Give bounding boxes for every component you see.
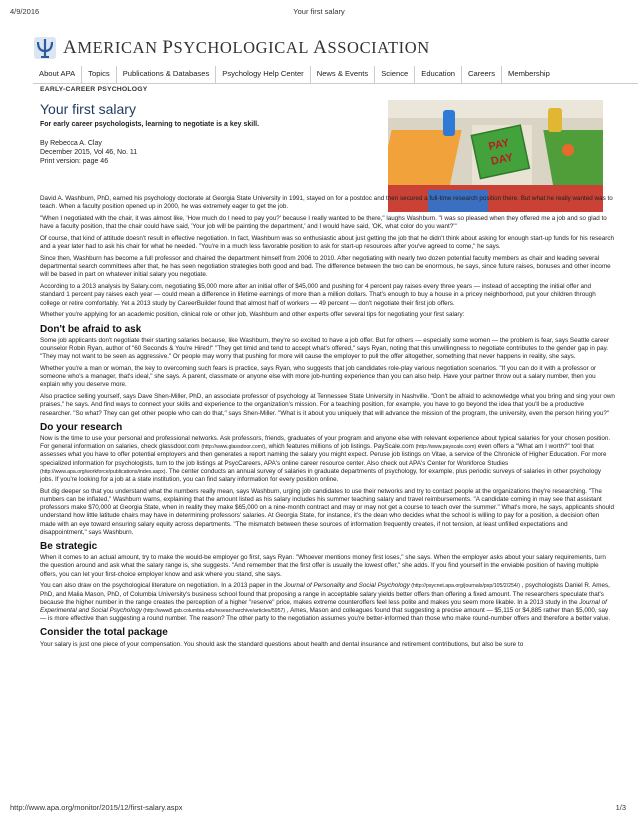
print-page-title: Your first salary [293,7,345,16]
pay-day-card [471,125,529,178]
paragraph: "When I negotiated with the chair, it was almost like, 'How much do I need to pay you?' because I really wanted to be there," laughs Washburn. "I was so pleased when they offered me a job and so glad to have a faculty position, that the chair could have said, 'Your job will be painting the department,' and I would have said, 'OK, what color do you want?'" [40,215,607,231]
nav-publications-databases[interactable]: Publications & Databases [117,66,217,84]
subheading-total-package: Consider the total package [40,627,168,639]
journal-name: Journal of Personality and Social Psychology [284,582,410,590]
article-deck: For early career psychologists, learning to negotiate is a key skill. [40,121,260,128]
subheading-do-your-research: Do your research [40,421,123,433]
article-byline [40,139,137,166]
paragraph: When it comes to an actual amount, try to make the would-be employer go first, says Ryan. "Whoever mentions money first loses," she says. When the employer asks about your salary requirements, turn the question around and ask what the salary range is, she suggests. "And remember that the first offer is usually the lowest offer," she adds. If you find yourself in the enviable position of having multiple offers, you can let your first-choice employer know and ask where you stand, she says. [40,554,606,578]
apa-logo-text: AMERICAN PSYCHOLOGICAL ASSOCIATION [63,37,430,58]
nav-news-events[interactable]: News & Events [311,66,376,84]
paragraph: David A. Washburn, PhD, earned his psychology doctorate at Georgia State University in 1991, stayed on for a postdoc and then secured a full-time research position there. But what he really wanted was to teach. When a faculty position opened up in 2000, he was extremely eager to get the job. [40,195,613,211]
subheading-be-strategic: Be strategic [40,541,98,553]
nav-education[interactable]: Education [415,66,462,84]
print-url: http://www.apa.org/monitor/2015/12/first-salary.aspx [10,803,183,812]
article-body [40,195,615,652]
paragraph: Your salary is just one piece of your compensation. You should ask the standard questions about health and dental insurance and retirement contributions, but also be sure to [40,640,524,648]
section-label[interactable]: EARLY-CAREER PSYCHOLOGY [40,86,148,93]
link-jesp-paper[interactable]: (http://www8.gsb.columbia.edu/researcharchive/articles/5957) [141,608,286,615]
nav-membership[interactable]: Membership [508,69,550,78]
article-title: Your first salary [40,101,136,117]
paragraph: Since then, Washburn has become a full professor and chaired the department himself from 2006 to 2010. After negotiating with nearly two dozen potential faculty members as chair and leading several departmental search committees after that, he has seen negotiation strategies both good and bad. The difference between the two can be enormous, he says, since future raises, bonuses and other income will be based in part on whatever initial salary you negotiate. [40,255,611,279]
print-date: 4/9/2016 [10,7,40,16]
print-page-number: 1/3 [615,803,626,812]
paragraph: Whether you're a man or woman, the key to overcoming such fears is practice, says Ryan, who suggests that job candidates role-play various negotiation scenarios. "If you can do it with a professor or someone who's a manager, that's ideal," she says. A parent, classmate or anyone else with more job-hunting experience than you can also help. Have your partner throw out a salary number, then you explain why you deserve more. [40,365,597,389]
print-footer [0,803,638,815]
paragraph: You can also draw on the psychological literature on negotiation. In a 2013 paper in the Journal of Personality and Social Psychology (http://psycnet.apa.org/journals/psp/105/2/254/) , psychologists Daniel R. Ames, PhD, and Malia Mason, PhD, of Columbia University's business school found that proposing a range in acceptable salary yields better offers than offering a fixed amount. The researchers speculate that's because the higher number in the range creates the perception of a higher "reserve" price, makes extreme counteroffers feel less polite and makes you seem more likable. In a 2013 study in the Journal of Experimental and Social Psychology (http://www8.gsb.columbia.edu/researcharchive/articles/5957) , Ames, Mason and colleagues found that suggesting a precise amount — $5,115 or $4,885 rather than $5,000, say — is more effective than suggesting a round number. The reason? The other party to the negotiation assumes you're better-informed than those who make round-number offers and therefore a better value. [40,582,611,623]
paragraph: But dig deeper so that you understand what the numbers really mean, says Washburn, urging job candidates to use their networks and try to contact people at the organizations they're researching. "The numbers can be inflated," Washburn warns, explaining that the amount listed as his salary includes his summer teaching salary and travel reimbursements. "A candidate coming in may see that assistant professors make $70,000 at Georgia State, when in reality they make $65,000 on a nine-month contract and may or may not get a course to teach over the summer." What's more, he says, applicants should understand how little latitude chairs may have in determining professors' salaries. At Georgia State, for instance, it's the dean who decides what the school is willing to pay for a position, a decision often made with an eye toward ensuring salary equity across departments. "The mismatch between these sources of information frequently creates, if not tension, at least unfilled expectations and disappointment," says Washburn. [40,487,614,536]
nav-careers[interactable]: Careers [462,66,502,84]
paragraph: Of course, that kind of attitude doesn't result in effective negotiation. In fact, Washburn was so enthusiastic about just getting the job that he didn't think about asking for enough start-up funds for his research and a year later had to ask his chair for what he needed. "You're in a much less favorable position to ask for start-up resources after you've agreed to come," he says. [40,235,615,251]
journal-name: Journal of Experimental and Social Psychology [40,598,607,615]
paragraph: Now is the time to use your personal and professional networks. Ask professors, friends, graduates of your program and anyone else with relevant experience about typical salaries for your chosen position. For general information on salaries, check glassdoor.com (http://www.glassdoor.com/), which features millions of job listings. PayScale.com (http://www.payscale.com) even offers a "What am I worth?" tool that assesses what you have to offer potential employers and then generates a report naming the salary you might expect. Peruse job listings on Vitae, a service of the Chronicle of Higher Education. For more specialized information for psychologists, turn to the job listings at PsycCareers, APA's online career resource center. Also check out APA's Center for Workforce Studies (http://www.apa.org/workforce/publications/index.aspx). The center conducts an annual survey of salaries in graduate departments of psychology, for example, plus periodic surveys of salaries in other psychology jobs. If you're looking for a job at a state institution, you can find salary information for every position online. [40,435,611,484]
link-glassdoor[interactable]: (http://www.glassdoor.com/) [201,444,266,451]
print-version: Print version: page 46 [40,158,109,165]
link-apa-workforce[interactable]: (http://www.apa.org/workforce/publications/index.aspx) [40,468,166,475]
apa-psi-logo-icon [33,36,57,60]
nav-science[interactable]: Science [375,66,415,84]
paragraph: Some job applicants don't negotiate their starting salaries because, like Washburn, they're so excited to have a job offer. But for others — especially some women — the problem is fear, says Seattle career counselor Robin Ryan, author of "60 Seconds & You're Hired!" "They get timid and tend to accept what's offered," says Ryan, noting that this unwillingness to negotiate contributes to the gender gap in pay. "They may not want to be seen as aggressive." Or people may worry that pushing for more will cause the employer to pull the offer altogether, something that never happens in reality, she says. [40,336,610,361]
main-nav [33,66,638,84]
paragraph: According to a 2013 analysis by Salary.com, negotiating $5,000 more after an initial offer of $45,000 and pushing for 4 percent pay raises every three years — instead of accepting the initial offer and standard 1 percent pay raises each year — could mean a difference in lifetime earnings of more than a million dollars. That's enough to buy a house in a pricey neighborhood, put your children through college or retire comfortably. Yet a 2013 study by CareerBuilder found that almost half of workers — 49 percent — don't negotiate their first job offers. [40,283,596,307]
svg-text:DAY: DAY [489,151,515,168]
link-payscale[interactable]: (http://www.payscale.com) [415,444,477,451]
paragraph: Also practice selling yourself, says Dave Shen-Miller, PhD, an associate professor of psychology at Tennessee State University in Nashville. "Don't be afraid to acknowledge what you bring and sing your own praises," he says. And find ways to connect your skills and experience to the organization's mission. For a teaching position, for example, you have to go beyond the idea that you'll be a productive researcher. "So what? They can get other people who can do that," says Shen-Miller. "What is it about you uniquely that will advance the mission of the program, the university, even the person hiring you?" [40,393,615,417]
nav-psychology-help-center[interactable]: Psychology Help Center [216,66,310,84]
author: By Rebecca A. Clay [40,140,102,147]
link-jpsp-paper[interactable]: (http://psycnet.apa.org/journals/psp/105/2/254/) [409,583,520,590]
nav-topics[interactable]: Topics [82,66,117,84]
apa-logo[interactable] [33,36,430,60]
subheading-dont-be-afraid: Don't be afraid to ask [40,323,142,335]
paragraph: Whether you're applying for an academic position, clinical role or other job, Washburn and other experts offer several tips for negotiating your first salary: [40,311,465,319]
print-header [0,7,638,19]
svg-text:PAY: PAY [487,136,511,154]
issue-info: December 2015, Vol 46, No. 11 [40,149,138,156]
nav-about-apa[interactable]: About APA [33,66,82,84]
